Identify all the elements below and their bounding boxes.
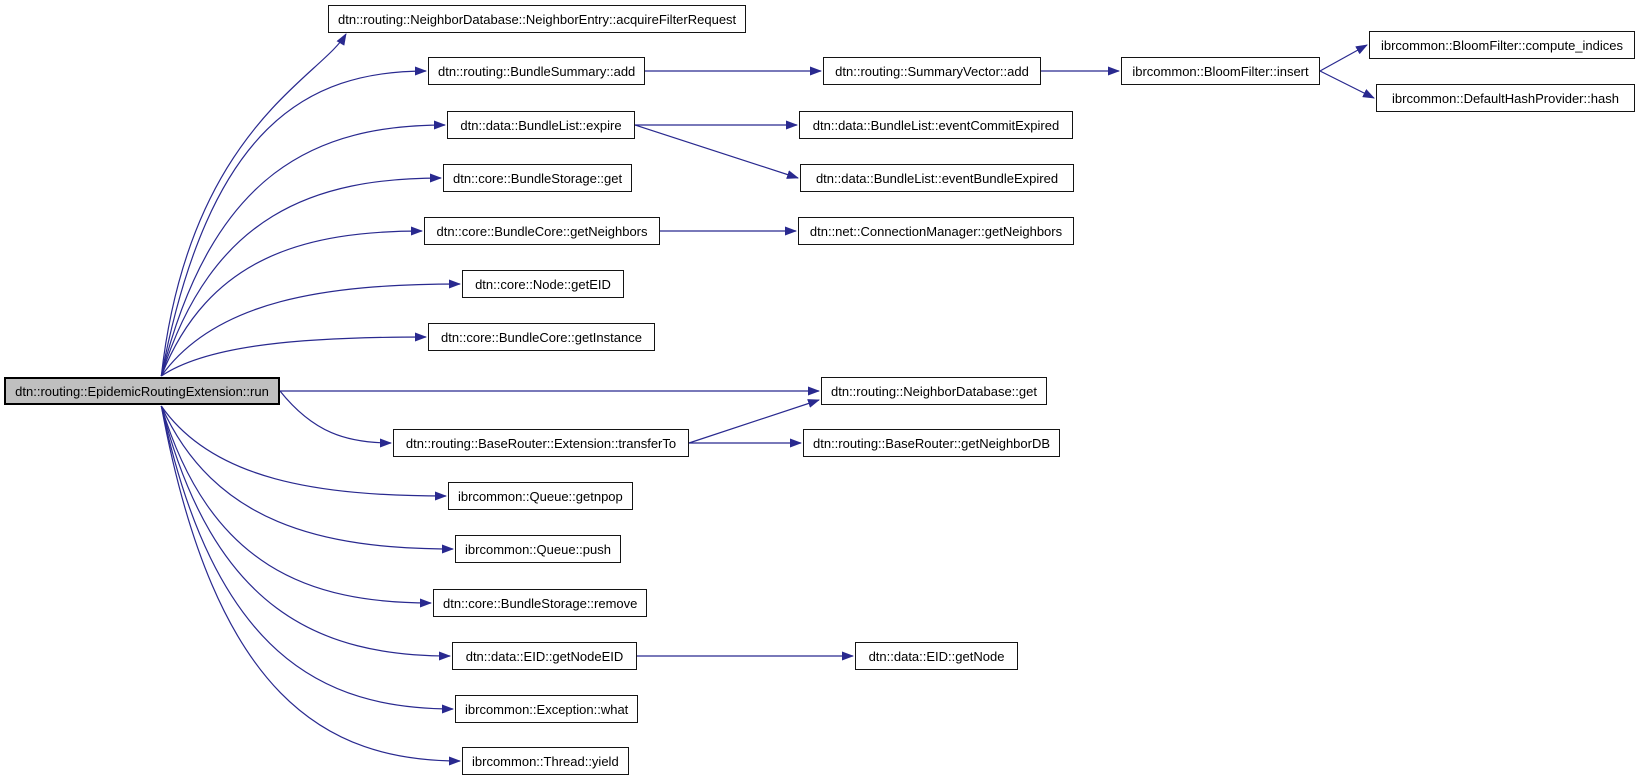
node-exception-what[interactable]: ibrcommon::Exception::what [455,695,638,723]
node-connection-manager-get-neighbors[interactable]: dtn::net::ConnectionManager::getNeighbors [798,217,1074,245]
node-base-router-extension-transfer-to[interactable]: dtn::routing::BaseRouter::Extension::transferTo [393,429,689,457]
node-neighbor-entry-acquire-filter-request[interactable]: dtn::routing::NeighborDatabase::NeighborEntry::acquireFilterRequest [328,5,746,33]
node-thread-yield[interactable]: ibrcommon::Thread::yield [462,747,629,775]
node-eid-get-node-eid[interactable]: dtn::data::EID::getNodeEID [452,642,637,670]
node-bloom-filter-insert[interactable]: ibrcommon::BloomFilter::insert [1121,57,1320,85]
node-epidemic-routing-extension-run: dtn::routing::EpidemicRoutingExtension::run [4,377,280,405]
node-bundle-core-get-instance[interactable]: dtn::core::BundleCore::getInstance [428,323,655,351]
node-bundle-summary-add[interactable]: dtn::routing::BundleSummary::add [428,57,645,85]
node-base-router-get-neighbor-db[interactable]: dtn::routing::BaseRouter::getNeighborDB [803,429,1060,457]
node-bundle-list-event-commit-expired[interactable]: dtn::data::BundleList::eventCommitExpired [799,111,1073,139]
node-summary-vector-add[interactable]: dtn::routing::SummaryVector::add [823,57,1041,85]
node-queue-getnpop[interactable]: ibrcommon::Queue::getnpop [448,482,633,510]
node-bloom-filter-compute-indices[interactable]: ibrcommon::BloomFilter::compute_indices [1369,31,1635,59]
node-bundle-storage-remove[interactable]: dtn::core::BundleStorage::remove [433,589,647,617]
node-bundle-storage-get[interactable]: dtn::core::BundleStorage::get [443,164,632,192]
node-bundle-core-get-neighbors[interactable]: dtn::core::BundleCore::getNeighbors [424,217,660,245]
node-default-hash-provider-hash[interactable]: ibrcommon::DefaultHashProvider::hash [1376,84,1635,112]
node-bundle-list-event-bundle-expired[interactable]: dtn::data::BundleList::eventBundleExpired [800,164,1074,192]
node-core-node-get-eid[interactable]: dtn::core::Node::getEID [462,270,624,298]
node-bundle-list-expire[interactable]: dtn::data::BundleList::expire [447,111,635,139]
node-neighbor-database-get[interactable]: dtn::routing::NeighborDatabase::get [821,377,1047,405]
node-eid-get-node[interactable]: dtn::data::EID::getNode [855,642,1018,670]
node-queue-push[interactable]: ibrcommon::Queue::push [455,535,621,563]
